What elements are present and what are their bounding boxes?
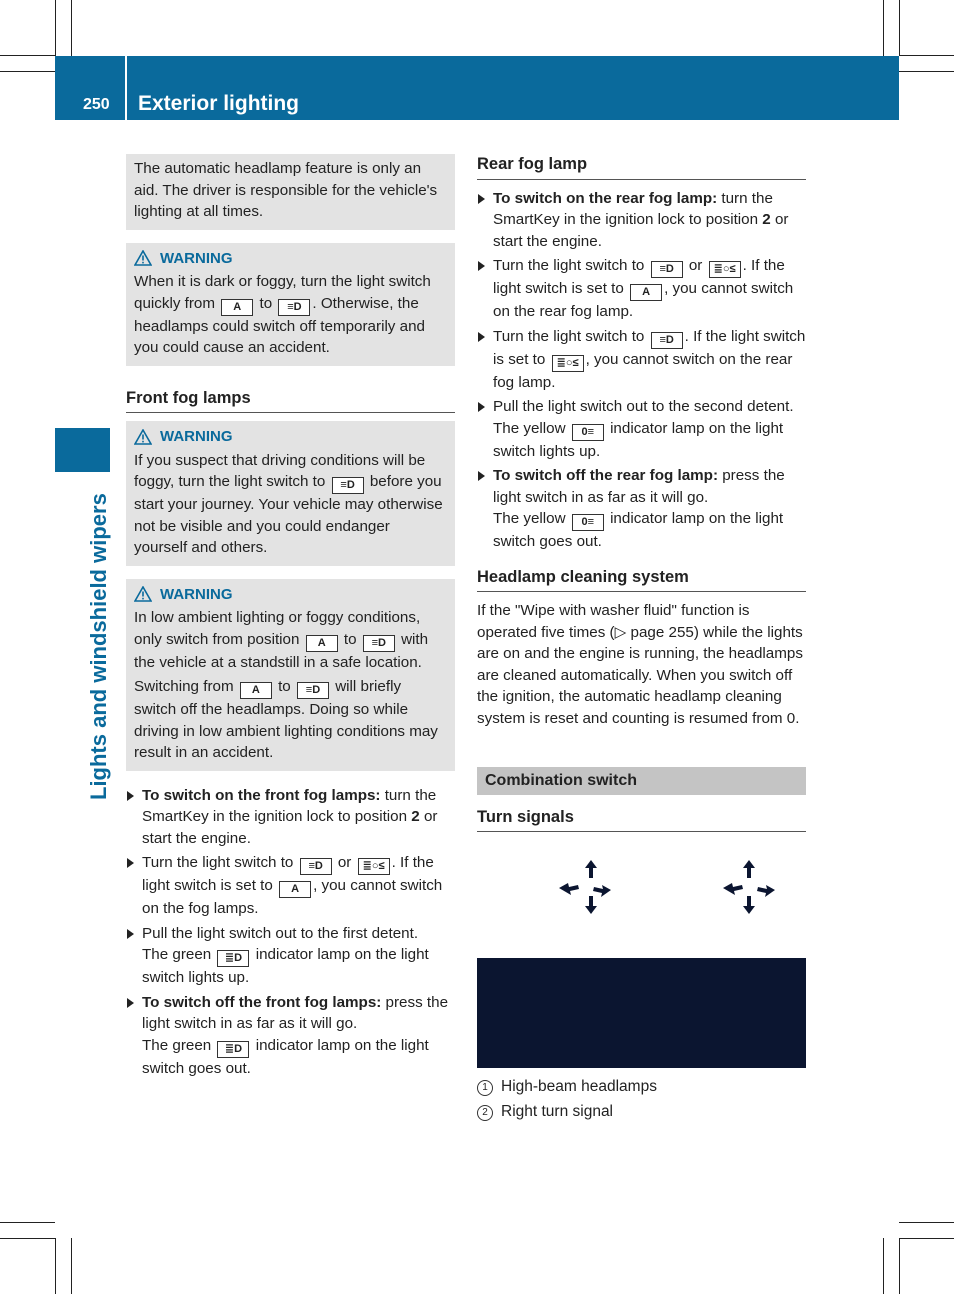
section-heading-turn-signals: Turn signals: [477, 807, 806, 833]
turn-signal-illustration: [477, 840, 806, 950]
step-arrow-icon: [127, 791, 134, 801]
instruction-step: [126, 852, 455, 920]
step-text: or start the engine.: [493, 211, 789, 250]
warning-box: [126, 243, 455, 366]
callout-number: 1: [477, 1080, 493, 1096]
rear-fog-lamp-icon: 0≡: [572, 514, 604, 531]
right-column: [477, 154, 806, 1122]
warning-text: to: [343, 630, 357, 648]
step-text: Turn the light switch to: [493, 257, 645, 274]
warning-text: In low ambient lighting or foggy conditions, only switch from position: [134, 609, 421, 648]
turn-signal-arrows-icon: [477, 840, 806, 950]
instruction-step: [477, 465, 806, 553]
callout-number: 2: [477, 1105, 493, 1121]
section-heading-rear-fog: Rear fog lamp: [477, 154, 806, 180]
section-bar-combination-switch: Combination switch: [477, 767, 806, 795]
section-heading-front-fog: Front fog lamps: [126, 388, 455, 414]
step-text: or: [337, 854, 352, 871]
rear-fog-lamp-icon: 0≡: [572, 424, 604, 441]
step-text: , you cannot switch on the fog lamps.: [142, 877, 443, 917]
step-arrow-icon: [127, 929, 134, 939]
auto-light-icon: A: [630, 284, 662, 301]
warning-text: with the vehicle at a standstill in a safe location.: [134, 630, 429, 671]
step-text: The yellow: [493, 510, 566, 527]
step-text: , you cannot switch on the rear fog lamp.: [493, 280, 794, 320]
crop-mark: [899, 1238, 954, 1239]
instruction-step: [477, 396, 806, 462]
step-position: 2: [762, 211, 771, 228]
side-tab-marker: [55, 428, 110, 472]
step-text: indicator lamp on the light switch goes out.: [493, 510, 784, 550]
legend-text: Right turn signal: [501, 1102, 614, 1120]
warning-label: WARNING: [160, 249, 233, 267]
step-text: or start the engine.: [142, 808, 438, 847]
parking-lamp-icon: ≣○≤: [358, 858, 390, 875]
instruction-step: [477, 188, 806, 253]
step-text: press the light switch in as far as it will go.: [493, 467, 785, 506]
crop-mark: [71, 0, 72, 56]
warning-box: [126, 421, 455, 566]
instruction-step: [477, 326, 806, 394]
crop-mark: [899, 55, 954, 56]
warning-text: Switching from: [134, 678, 234, 695]
auto-light-icon: A: [240, 682, 272, 699]
front-fog-lamp-icon: ≣D: [217, 950, 249, 967]
warning-header: [134, 426, 447, 448]
crop-mark: [55, 1238, 56, 1294]
step-position: 2: [411, 808, 420, 825]
instruction-step: [126, 923, 455, 989]
warning-box: [126, 579, 455, 771]
section-heading-cleaning: Headlamp cleaning system: [477, 567, 806, 593]
step-lead: To switch on the rear fog lamp:: [493, 189, 718, 207]
crop-mark: [55, 0, 56, 56]
step-text: Pull the light switch out to the first detent.: [142, 924, 419, 942]
step-text: . If the light switch is set to: [142, 854, 434, 894]
step-arrow-icon: [478, 261, 485, 271]
warning-icon: [134, 250, 152, 266]
page-number: 250: [83, 96, 110, 113]
crop-mark: [0, 1222, 55, 1223]
crop-mark: [0, 1238, 55, 1239]
legend-text: High-beam headlamps: [501, 1078, 657, 1095]
warning-header: [134, 584, 447, 606]
crop-mark: [0, 55, 55, 56]
crop-mark: [899, 1222, 954, 1223]
warning-label: WARNING: [160, 428, 233, 445]
step-text: press the light switch in as far as it will go.: [142, 993, 449, 1032]
crop-mark: [883, 1238, 884, 1294]
instruction-step: [477, 255, 806, 323]
note-text: The automatic headlamp feature is only an aid. The driver is responsible for the vehicle's lighting at all times.: [134, 160, 438, 220]
crop-mark: [883, 0, 884, 56]
low-beam-icon: ≡D: [297, 682, 329, 699]
step-text: indicator lamp on the light switch lights up.: [142, 946, 429, 986]
crop-mark: [899, 1238, 900, 1294]
low-beam-icon: ≡D: [363, 635, 395, 652]
step-lead: To switch on the front fog lamps:: [142, 786, 381, 804]
warning-text: will briefly switch off the headlamps. Doing so while driving in low ambient lighting conditions may result in an accident.: [134, 678, 438, 761]
low-beam-icon: ≡D: [332, 477, 364, 494]
low-beam-icon: ≡D: [651, 261, 683, 278]
step-arrow-icon: [478, 402, 485, 412]
step-text: The green: [142, 1036, 212, 1054]
parking-lamp-icon: ≣○≤: [709, 261, 741, 278]
info-note: [126, 154, 455, 230]
step-text: The green: [142, 946, 212, 963]
low-beam-icon: ≡D: [300, 858, 332, 875]
step-text: Turn the light switch to: [493, 327, 645, 345]
warning-text: When it is dark or foggy, turn the light switch quickly from: [134, 273, 431, 312]
step-lead: To switch off the rear fog lamp:: [493, 467, 719, 484]
auto-light-icon: A: [306, 635, 338, 652]
instruction-step: [126, 785, 455, 850]
step-text: or: [688, 257, 703, 274]
legend-item: [477, 1076, 806, 1098]
crop-mark: [899, 0, 900, 56]
step-arrow-icon: [127, 998, 134, 1008]
combination-switch-photo: [477, 958, 806, 1068]
warning-text: before you start your journey. Your vehicle may otherwise not be visible and you could endanger yourself and others.: [134, 473, 443, 556]
step-text: indicator lamp on the light switch goes out.: [142, 1036, 429, 1077]
crop-mark: [71, 1238, 72, 1294]
step-text: turn the SmartKey in the ignition lock to position: [142, 786, 437, 825]
header-divider: [125, 56, 127, 120]
page-header: [55, 56, 899, 120]
step-text: The yellow: [493, 419, 566, 437]
low-beam-icon: ≡D: [278, 299, 310, 316]
warning-label: WARNING: [160, 585, 233, 603]
step-lead: To switch off the front fog lamps:: [142, 993, 382, 1011]
step-text: , you cannot switch on the rear fog lamp.: [493, 350, 793, 391]
step-arrow-icon: [478, 194, 485, 204]
step-text: Turn the light switch to: [142, 854, 294, 871]
parking-lamp-icon: ≣○≤: [552, 355, 584, 372]
step-arrow-icon: [127, 858, 134, 868]
crop-mark: [0, 71, 55, 72]
step-text: . If the light switch is set to: [493, 327, 806, 368]
auto-light-icon: A: [279, 881, 311, 898]
warning-text: to: [278, 678, 291, 695]
warning-text: to: [259, 294, 273, 312]
step-arrow-icon: [478, 471, 485, 481]
auto-light-icon: A: [221, 299, 253, 316]
low-beam-icon: ≡D: [651, 332, 683, 349]
warning-icon: [134, 429, 152, 445]
step-text: Pull the light switch out to the second detent.: [493, 398, 794, 415]
warning-text: If you suspect that driving conditions will be foggy, turn the light switch to: [134, 451, 426, 490]
step-text: . If the light switch is set to: [493, 257, 785, 297]
front-fog-lamp-icon: ≣D: [217, 1041, 249, 1058]
instruction-step: [126, 992, 455, 1080]
left-column: [126, 154, 455, 1082]
step-text: turn the SmartKey in the ignition lock to position: [493, 189, 773, 228]
crop-mark: [899, 71, 954, 72]
page-title: Exterior lighting: [138, 92, 300, 115]
step-text: indicator lamp on the light switch lights up.: [493, 419, 784, 460]
side-tab-label: Lights and windshield wipers: [86, 493, 111, 800]
step-arrow-icon: [478, 332, 485, 342]
warning-header: [134, 248, 447, 270]
legend-item: [477, 1101, 806, 1123]
cleaning-text: If the "Wipe with washer fluid" function is operated five times (▷ page 255) while the lights are on and the engine is running, the headlamps are cleaned automatically. When you switch off the ignition, the automatic headlamp cleaning system is reset and counting is resumed from 0.: [477, 602, 803, 727]
warning-icon: [134, 586, 152, 602]
warning-text: . Otherwise, the headlamps could switch off temporarily and you could cause an accident.: [134, 294, 425, 356]
